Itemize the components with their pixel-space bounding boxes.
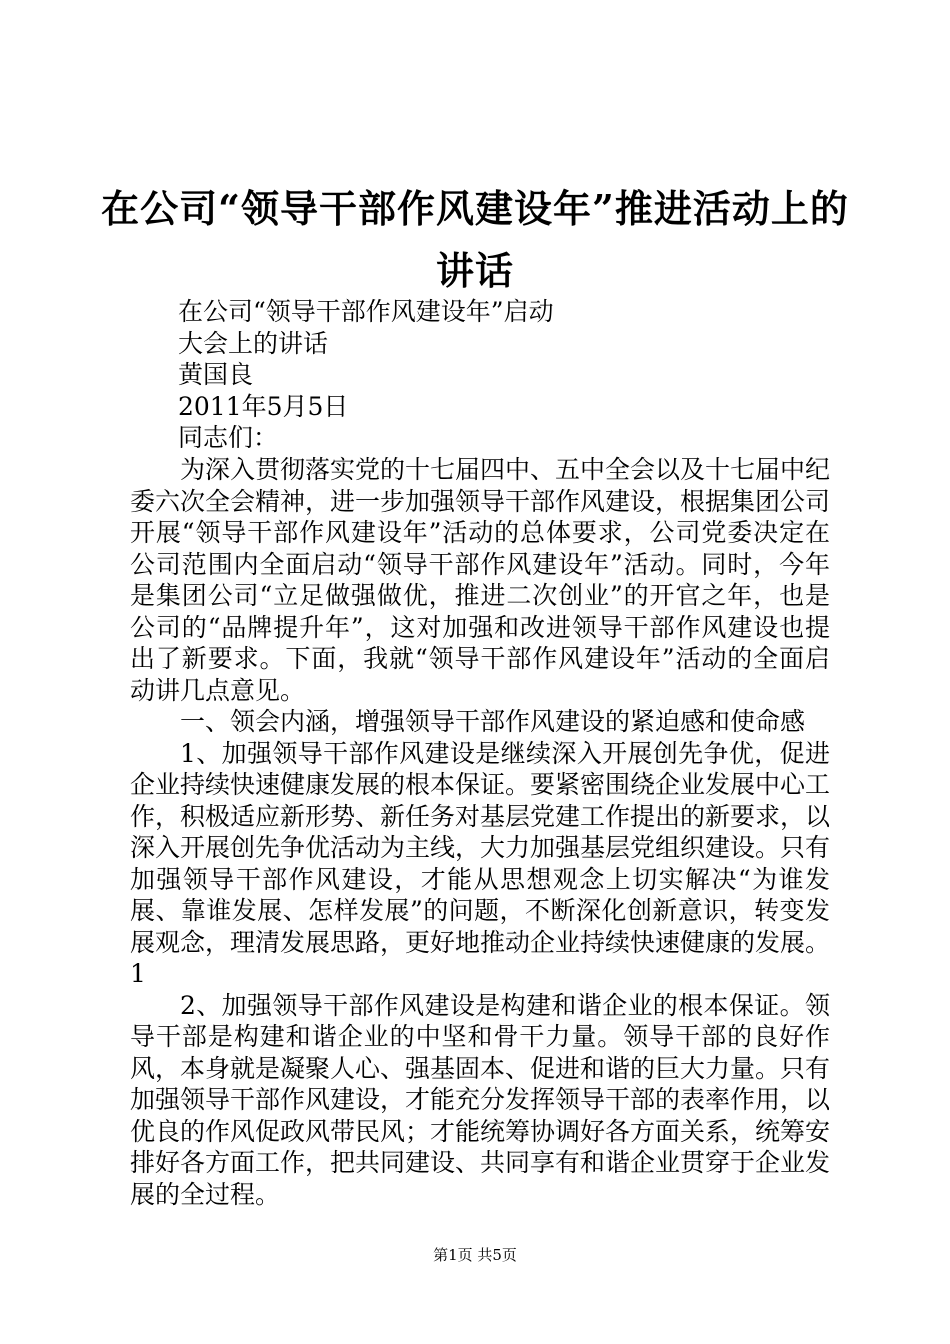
subtitle-line-1: 在公司“领导干部作风建设年”启动 (178, 297, 554, 326)
subtitle-line-2: 大会上的讲话 (178, 328, 329, 358)
speech-meta (178, 296, 554, 454)
document-title (100, 178, 850, 302)
page-footer: 第1页 共5页 (433, 1246, 517, 1264)
author-name: 黄国良 (178, 360, 254, 389)
title-line-2: 讲话 (435, 248, 514, 293)
paragraph-point-2: 2、加强领导干部作风建设是构建和谐企业的根本保证。领导干部是构建和谐企业的中坚和骨干力量。领导干部的良好作风，本身就是凝聚人心、强基固本、促进和谐的巨大力量。只有加强领导干部作风建设，才能充分发挥领导干部的表率作用，以优良的作风促政风带民风；才能统筹协调好各方面关系，统筹安排好各方面工作，把共同建设、共同享有和谐企业贯穿于企业发展的全过程。 (130, 990, 831, 1209)
salutation: 同志们： (178, 423, 279, 452)
section-heading-1: 一、领会内涵，增强领导干部作风建设的紧迫感和使命感 (180, 707, 806, 736)
paragraph-point-1: 1、加强领导干部作风建设是继续深入开展创先争优，促进企业持续快速健康发展的根本保证。要紧密围绕企业发展中心工作，积极适应新形势、新任务对基层党建工作提出的新要求，以深入开展创先争优活动为主线，大力加强基层党组织建设。只有加强领导干部作风建设，才能从思想观念上切实解决“为谁发展、靠谁发展、怎样发展”的问题，不断深化创新意识，转变发展观念，理清发展思路，更好地推动企业持续快速健康的发展。1 (130, 738, 831, 988)
paragraph-intro: 为深入贯彻落实党的十七届四中、五中全会以及十七届中纪委六次全会精神，进一步加强领导干部作风建设，根据集团公司开展“领导干部作风建设年”活动的总体要求，公司党委决定在公司范围内全面启动“领导干部作风建设年”活动。同时，今年是集团公司“立足做强做优，推进二次创业”的开官之年，也是公司的“品牌提升年”，这对加强和改进领导干部作风建设也提出了新要求。下面，我就“领导干部作风建设年”活动的全面启动讲几点意见。 (130, 455, 831, 705)
title-line-1: 在公司“领导干部作风建设年”推进活动上的 (101, 186, 849, 231)
speech-date: 2011年5月5日 (178, 391, 349, 421)
speech-body (130, 454, 830, 1210)
